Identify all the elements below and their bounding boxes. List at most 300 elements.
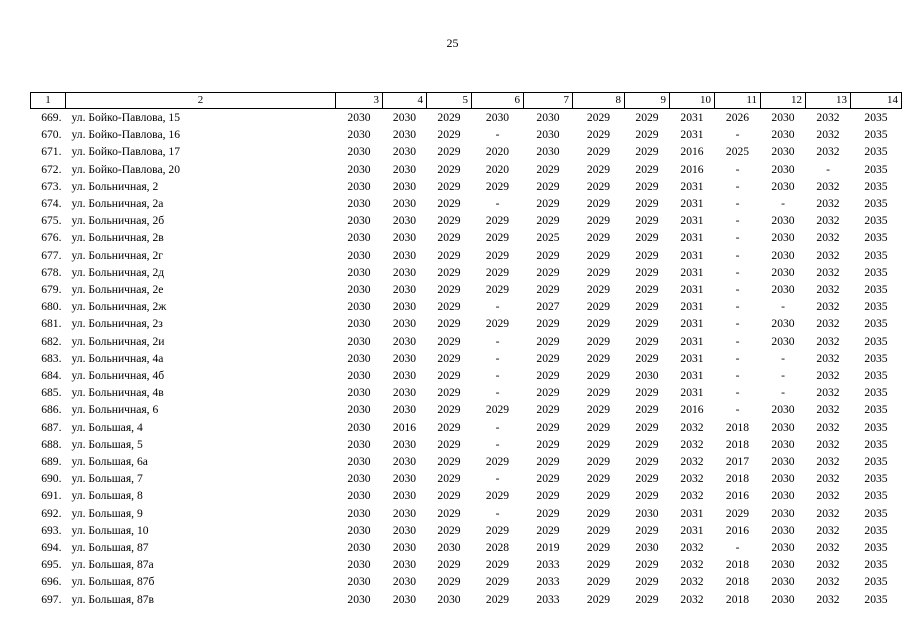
year-cell: 2029 — [485, 558, 510, 572]
year-cell: - — [826, 162, 830, 176]
year-cell: 2029 — [485, 523, 510, 537]
year-cell: 2035 — [864, 523, 888, 537]
year-cell: 2029 — [536, 523, 560, 537]
year-cell: 2029 — [635, 489, 659, 503]
year-cell: 2031 — [680, 317, 704, 331]
address-cell: ул. Больничная, 2з — [71, 317, 163, 331]
year-cell: 2029 — [437, 437, 461, 451]
year-cell: 2030 — [347, 455, 371, 469]
year-cell: 2029 — [437, 575, 461, 589]
year-cell: - — [735, 403, 740, 417]
table-row — [31, 298, 902, 315]
year-cell: 2030 — [347, 489, 371, 503]
year-cell: - — [495, 351, 500, 365]
year-cell: - — [735, 369, 740, 383]
year-cell: 2029 — [586, 111, 611, 124]
year-cell: 2035 — [864, 128, 888, 142]
year-cell: 2029 — [536, 472, 560, 486]
year-cell: 2030 — [347, 386, 371, 400]
year-cell: 2032 — [816, 506, 840, 520]
year-cell: 2030 — [347, 506, 371, 520]
table-row — [31, 126, 902, 143]
table-row — [31, 470, 902, 487]
year-cell: 2031 — [680, 523, 704, 537]
year-cell: 2029 — [635, 300, 659, 314]
header-cell: 13 — [806, 93, 851, 109]
year-cell: 2030 — [347, 437, 371, 451]
year-cell: 2030 — [347, 214, 371, 228]
year-cell: 2029 — [437, 283, 461, 297]
year-cell: 2030 — [347, 265, 371, 279]
row-number: 687. — [41, 420, 62, 434]
table-row — [31, 350, 902, 367]
year-cell: 2029 — [586, 420, 611, 434]
year-cell: 2030 — [347, 231, 371, 245]
row-number: 680. — [41, 300, 62, 314]
row-number: 694. — [41, 541, 62, 555]
address-cell: ул. Больничная, 4в — [71, 386, 164, 400]
year-cell: - — [781, 369, 785, 383]
year-cell: 2029 — [635, 145, 659, 159]
year-cell: 2032 — [816, 283, 840, 297]
year-cell: 2035 — [864, 455, 888, 469]
year-cell: 2030 — [392, 369, 417, 383]
header-cell: 7 — [524, 93, 573, 109]
row-number: 673. — [41, 179, 62, 193]
year-cell: 2029 — [635, 472, 659, 486]
year-cell: - — [735, 317, 740, 331]
year-cell: 2035 — [864, 575, 888, 589]
year-cell: 2029 — [485, 317, 510, 331]
year-cell: 2029 — [635, 592, 659, 606]
year-cell: 2029 — [635, 197, 659, 211]
year-cell: 2029 — [437, 214, 461, 228]
year-cell: 2029 — [536, 489, 560, 503]
year-cell: 2030 — [392, 437, 417, 451]
year-cell: 2030 — [536, 145, 560, 159]
year-cell: 2029 — [635, 317, 659, 331]
year-cell: 2029 — [586, 214, 611, 228]
year-cell: - — [735, 197, 740, 211]
year-cell: 2029 — [586, 248, 611, 262]
year-cell: 2032 — [816, 248, 840, 262]
header-cell: 6 — [472, 93, 524, 109]
address-cell: ул. Большая, 5 — [71, 437, 143, 451]
year-cell: 2032 — [816, 437, 840, 451]
year-cell: 2031 — [680, 386, 704, 400]
year-cell: 2032 — [680, 592, 704, 606]
table-row — [31, 401, 902, 418]
year-cell: - — [735, 300, 740, 314]
year-cell: 2035 — [864, 437, 888, 451]
year-cell: 2029 — [437, 489, 461, 503]
year-cell: 2029 — [536, 283, 560, 297]
year-cell: 2035 — [864, 317, 888, 331]
year-cell: 2035 — [864, 403, 888, 417]
address-cell: ул. Большая, 10 — [71, 523, 149, 537]
year-cell: 2029 — [635, 128, 659, 142]
table-row — [31, 419, 902, 436]
year-cell: 2031 — [680, 179, 704, 193]
year-cell: 2029 — [586, 558, 611, 572]
year-cell: 2031 — [680, 351, 704, 365]
year-cell: 2032 — [816, 179, 840, 193]
row-number: 688. — [41, 437, 62, 451]
table-row — [31, 591, 902, 608]
year-cell: - — [735, 179, 740, 193]
year-cell: 2029 — [536, 334, 560, 348]
year-cell: - — [495, 472, 500, 486]
address-cell: ул. Большая, 4 — [71, 420, 143, 434]
year-cell: 2030 — [392, 317, 417, 331]
year-cell: 2029 — [536, 265, 560, 279]
header-cell: 4 — [383, 93, 427, 109]
year-cell: 2030 — [771, 506, 795, 520]
address-cell: ул. Больничная, 6 — [71, 403, 159, 417]
row-number: 676. — [41, 231, 62, 245]
year-cell: 2032 — [816, 592, 840, 606]
year-cell: 2029 — [586, 369, 611, 383]
year-cell: 2029 — [725, 506, 750, 520]
year-cell: - — [495, 197, 500, 211]
year-cell: - — [735, 214, 740, 228]
address-cell: ул. Бойко-Павлова, 17 — [71, 145, 181, 159]
row-number: 674. — [41, 197, 62, 211]
year-cell: - — [735, 283, 740, 297]
year-cell: 2030 — [437, 541, 461, 555]
year-cell: 2032 — [680, 437, 704, 451]
address-cell: ул. Больничная, 2д — [71, 265, 165, 279]
table-row — [31, 281, 902, 298]
year-cell: 2030 — [392, 265, 417, 279]
year-cell: 2030 — [347, 162, 371, 176]
year-cell: 2030 — [392, 455, 417, 469]
year-cell: 2030 — [771, 403, 795, 417]
year-cell: 2029 — [437, 128, 461, 142]
year-cell: 2029 — [635, 231, 659, 245]
table-row — [31, 161, 902, 178]
year-cell: 2029 — [635, 334, 659, 348]
year-cell: 2029 — [437, 300, 461, 314]
year-cell: 2030 — [771, 575, 795, 589]
year-cell: 2029 — [586, 455, 611, 469]
year-cell: 2030 — [771, 437, 795, 451]
table-row — [31, 229, 902, 246]
year-cell: 2030 — [347, 351, 371, 365]
year-cell: 2032 — [816, 265, 840, 279]
year-cell: 2029 — [586, 334, 611, 348]
row-number: 692. — [41, 506, 62, 520]
header-cell: 10 — [670, 93, 715, 109]
row-number: 677. — [41, 248, 62, 262]
table-row — [31, 195, 902, 212]
year-cell: - — [495, 386, 500, 400]
year-cell: 2029 — [485, 248, 510, 262]
year-cell: 2035 — [864, 558, 888, 572]
row-number: 697. — [41, 592, 62, 606]
year-cell: 2030 — [347, 472, 371, 486]
year-cell: 2030 — [347, 317, 371, 331]
year-cell: 2016 — [680, 145, 704, 159]
year-cell: 2030 — [347, 369, 371, 383]
year-cell: 2029 — [536, 506, 560, 520]
year-cell: 2030 — [392, 145, 417, 159]
address-cell: ул. Больничная, 2г — [71, 248, 164, 262]
row-number: 669. — [41, 111, 62, 124]
year-cell: 2029 — [635, 437, 659, 451]
year-cell: 2029 — [437, 351, 461, 365]
address-cell: ул. Больничная, 2б — [71, 214, 165, 228]
year-cell: 2029 — [586, 197, 611, 211]
year-cell: 2020 — [485, 162, 510, 176]
year-cell: 2030 — [771, 317, 795, 331]
year-cell: 2035 — [864, 162, 888, 176]
year-cell: 2029 — [586, 265, 611, 279]
year-cell: 2030 — [392, 472, 417, 486]
year-cell: 2018 — [725, 558, 750, 572]
year-cell: 2029 — [437, 197, 461, 211]
year-cell: 2031 — [680, 265, 704, 279]
year-cell: 2030 — [635, 369, 659, 383]
year-cell: 2032 — [816, 128, 840, 142]
year-cell: 2029 — [586, 472, 611, 486]
year-cell: 2030 — [771, 179, 795, 193]
row-number: 683. — [41, 351, 62, 365]
table-row — [31, 539, 902, 556]
address-cell: ул. Большая, 6а — [71, 455, 148, 469]
year-cell: 2029 — [485, 265, 510, 279]
year-cell: 2030 — [771, 111, 795, 124]
year-cell: 2032 — [680, 472, 704, 486]
year-cell: 2030 — [771, 265, 795, 279]
year-cell: 2029 — [536, 403, 560, 417]
year-cell: 2030 — [771, 420, 795, 434]
year-cell: 2029 — [635, 265, 659, 279]
year-cell: 2030 — [536, 111, 560, 124]
year-cell: 2029 — [437, 455, 461, 469]
year-cell: 2029 — [437, 317, 461, 331]
year-cell: 2029 — [485, 214, 510, 228]
year-cell: 2020 — [485, 145, 510, 159]
year-cell: 2035 — [864, 300, 888, 314]
page-number: 25 — [446, 36, 459, 50]
table-row — [31, 212, 902, 229]
row-number: 686. — [41, 403, 62, 417]
table-row — [31, 522, 902, 539]
data-table — [30, 92, 902, 608]
year-cell: - — [495, 300, 500, 314]
year-cell: 2029 — [536, 214, 560, 228]
year-cell: 2029 — [485, 179, 510, 193]
year-cell: 2029 — [536, 437, 560, 451]
year-cell: 2030 — [347, 300, 371, 314]
year-cell: - — [735, 386, 740, 400]
year-cell: 2029 — [586, 523, 611, 537]
year-cell: 2030 — [485, 111, 510, 124]
year-cell: 2029 — [536, 197, 560, 211]
year-cell: 2032 — [680, 420, 704, 434]
year-cell: 2032 — [816, 231, 840, 245]
year-cell: 2030 — [392, 541, 417, 555]
year-cell: 2029 — [437, 334, 461, 348]
year-cell: 2035 — [864, 351, 888, 365]
year-cell: - — [781, 197, 785, 211]
year-cell: 2029 — [586, 541, 611, 555]
year-cell: 2030 — [392, 214, 417, 228]
year-cell: 2031 — [680, 300, 704, 314]
year-cell: 2030 — [392, 403, 417, 417]
table-row — [31, 367, 902, 384]
year-cell: 2035 — [864, 541, 888, 555]
year-cell: 2030 — [771, 214, 795, 228]
year-cell: - — [735, 351, 740, 365]
year-cell: 2033 — [536, 592, 560, 606]
year-cell: 2030 — [392, 111, 417, 124]
row-number: 682. — [41, 334, 62, 348]
row-number: 671. — [41, 145, 62, 159]
year-cell: 2035 — [864, 334, 888, 348]
year-cell: 2029 — [437, 472, 461, 486]
year-cell: - — [781, 351, 785, 365]
address-cell: ул. Больничная, 2е — [71, 283, 164, 297]
year-cell: 2016 — [680, 162, 704, 176]
year-cell: 2016 — [725, 523, 750, 537]
year-cell: 2032 — [680, 541, 704, 555]
year-cell: 2030 — [347, 111, 371, 124]
year-cell: 2029 — [586, 317, 611, 331]
year-cell: 2031 — [680, 506, 704, 520]
year-cell: 2030 — [347, 592, 371, 606]
year-cell: 2029 — [485, 231, 510, 245]
table-row — [31, 315, 902, 332]
year-cell: 2019 — [536, 541, 560, 555]
year-cell: 2030 — [392, 489, 417, 503]
year-cell: - — [735, 162, 740, 176]
year-cell: 2035 — [864, 248, 888, 262]
year-cell: 2029 — [437, 265, 461, 279]
year-cell: 2028 — [485, 541, 510, 555]
row-number: 689. — [41, 455, 62, 469]
year-cell: 2030 — [347, 420, 371, 434]
year-cell: 2032 — [816, 197, 840, 211]
year-cell: 2029 — [635, 558, 659, 572]
table-row — [31, 384, 902, 401]
year-cell: 2029 — [437, 369, 461, 383]
year-cell: 2035 — [864, 214, 888, 228]
year-cell: 2029 — [437, 523, 461, 537]
year-cell: 2016 — [725, 489, 750, 503]
address-cell: ул. Больничная, 2в — [71, 231, 164, 245]
address-cell: ул. Больничная, 2и — [71, 334, 165, 348]
year-cell: 2032 — [816, 558, 840, 572]
year-cell: 2030 — [771, 489, 795, 503]
year-cell: 2025 — [536, 231, 560, 245]
table-row — [31, 333, 902, 350]
header-cell: 3 — [336, 93, 383, 109]
row-number: 675. — [41, 214, 62, 228]
year-cell: 2029 — [635, 283, 659, 297]
year-cell: 2030 — [392, 248, 417, 262]
year-cell: - — [735, 248, 740, 262]
header-cell: 11 — [715, 93, 761, 109]
year-cell: 2030 — [437, 592, 461, 606]
year-cell: 2035 — [864, 179, 888, 193]
year-cell: 2018 — [725, 575, 750, 589]
table-row — [31, 247, 902, 264]
year-cell: 2030 — [771, 162, 795, 176]
year-cell: 2027 — [536, 300, 560, 314]
year-cell: 2030 — [347, 128, 371, 142]
year-cell: 2031 — [680, 111, 704, 124]
table-row — [31, 264, 902, 281]
year-cell: 2030 — [392, 575, 417, 589]
year-cell: 2030 — [771, 541, 795, 555]
year-cell: 2032 — [816, 420, 840, 434]
year-cell: 2030 — [392, 179, 417, 193]
table-row — [31, 453, 902, 470]
year-cell: 2029 — [437, 506, 461, 520]
year-cell: 2030 — [392, 351, 417, 365]
year-cell: 2030 — [347, 248, 371, 262]
year-cell: - — [735, 265, 740, 279]
address-cell: ул. Большая, 87в — [71, 592, 155, 606]
table-row — [31, 573, 902, 590]
year-cell: 2035 — [864, 197, 888, 211]
year-cell: 2029 — [586, 145, 611, 159]
year-cell: 2032 — [816, 111, 840, 124]
row-number: 679. — [41, 283, 62, 297]
year-cell: - — [495, 506, 500, 520]
year-cell: 2030 — [392, 592, 417, 606]
year-cell: 2030 — [771, 283, 795, 297]
year-cell: 2030 — [771, 455, 795, 469]
year-cell: 2029 — [635, 386, 659, 400]
table-row — [31, 178, 902, 195]
year-cell: 2018 — [725, 472, 750, 486]
address-cell: ул. Большая, 87 — [71, 541, 149, 555]
table-row — [31, 505, 902, 522]
year-cell: 2035 — [864, 489, 888, 503]
year-cell: 2032 — [816, 403, 840, 417]
year-cell: 2032 — [816, 334, 840, 348]
address-cell: ул. Больничная, 2 — [71, 179, 159, 193]
year-cell: 2029 — [437, 248, 461, 262]
year-cell: 2029 — [586, 506, 611, 520]
year-cell: 2035 — [864, 420, 888, 434]
year-cell: 2030 — [536, 128, 560, 142]
address-cell: ул. Большая, 7 — [71, 472, 143, 486]
year-cell: 2035 — [864, 592, 888, 606]
row-number: 672. — [41, 162, 62, 176]
year-cell: 2018 — [725, 437, 750, 451]
table-row — [31, 556, 902, 573]
year-cell: 2032 — [816, 369, 840, 383]
year-cell: 2032 — [816, 575, 840, 589]
year-cell: 2029 — [437, 162, 461, 176]
year-cell: 2030 — [347, 334, 371, 348]
table-row — [31, 143, 902, 160]
row-number: 670. — [41, 128, 62, 142]
row-number: 690. — [41, 472, 62, 486]
year-cell: 2029 — [536, 455, 560, 469]
year-cell: 2031 — [680, 128, 704, 142]
year-cell: 2032 — [816, 386, 840, 400]
year-cell: 2031 — [680, 231, 704, 245]
year-cell: 2032 — [680, 575, 704, 589]
row-number: 693. — [41, 523, 62, 537]
header-row — [31, 93, 902, 109]
year-cell: 2030 — [347, 403, 371, 417]
